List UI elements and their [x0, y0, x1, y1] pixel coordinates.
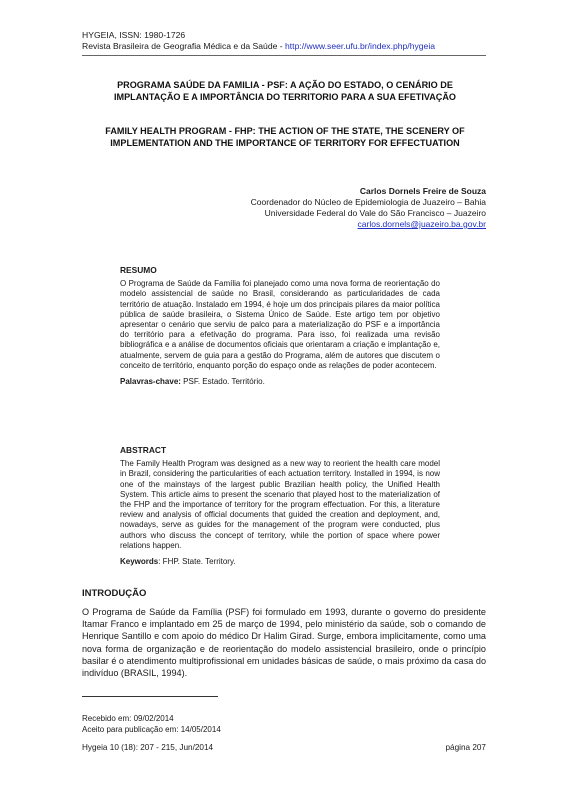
intro-paragraph: O Programa de Saúde da Família (PSF) foi formulado em 1993, durante o governo do presidente Itamar Franco e implantado em 25 de março de 1994, pelo ministério da saúde, sob o comando de Henrique Santillo e com apoio do médico Dr Halim Girad. Surge, embora implicitamente, como uma nova forma de organização e de reorientação do modelo assistencial brasileiro, onde o princípio basilar é o atendimento multiprofissional em unidades básicas de saúde, o mais próximo da casa do indivíduo (BRASIL, 1994). — [82, 607, 486, 679]
abstract-keywords — [120, 557, 440, 567]
journal-url-link[interactable]: http://www.seer.ufu.br/index.php/hygeia — [285, 41, 436, 51]
page-footer — [82, 743, 486, 752]
title-english: FAMILY HEALTH PROGRAM - FHP: THE ACTION OF THE STATE, THE SCENERY OF IMPLEMENTATION AND THE IMPORTANCE OF TERRITORY FOR EFFECTUATION — [105, 126, 465, 148]
page-number: página 207 — [445, 743, 486, 752]
author-role: Coordenador do Núcleo de Epidemiologia de Juazeiro – Bahia — [250, 197, 486, 207]
resumo-keywords-values: PSF. Estado. Território. — [180, 377, 265, 387]
resumo-heading: RESUMO — [120, 265, 157, 275]
resumo-keywords — [120, 377, 440, 387]
journal-subtitle-line — [82, 41, 435, 52]
resumo-keywords-label: Palavras-chave: — [120, 377, 181, 387]
journal-header — [82, 30, 435, 52]
author-block — [251, 186, 486, 230]
resumo-body: O Programa de Saúde da Família foi planejado como uma nova forma de reorientação do modelo assistencial de saúde no Brasil, considerando as particularidades de cada território de atuação. Instalado em 1994, é hoje um dos principais pilares da maior política pública de saúde brasileira, o Sistema Único de Saúde. Este artigo tem por objetivo apresentar o cenário que serviu de palco para a materialização do PSF e a importância do território para a efetivação do programa. Para isso, foi realizada uma revisão bibliográfica e a análise de documentos oficiais que orientaram a criação e implantação e, atualmente, servem de guia para a gestão do Programa, além de autores que discutem o conceito de território, enquanto porção do espaço onde as relações de poder acontecem. — [120, 279, 440, 370]
resumo-section — [120, 265, 440, 387]
accepted-date: Aceito para publicação em: 14/05/2014 — [82, 725, 221, 734]
title-portuguese: PROGRAMA SAÚDE DA FAMILIA - PSF: A AÇÃO DO ESTADO, O CENÁRIO DE IMPLANTAÇÃO E A IMPORTÂNCIA DO TERRITORIO PARA A SUA EFETIVAÇÃO — [113, 80, 457, 102]
received-date: Recebido em: 09/02/2014 — [82, 714, 174, 723]
abstract-body: The Family Health Program was designed as a new way to reorient the health care model in Brazil, considering the particularities of each actuation territory. Installed in 1994, is now one of the mainstays of the largest public Brazilian health policy, the Unified Health System. This article aims to present the scenario that played host to the materialization of the FHP and the importance of territory for the program effectuation. For this, a literature review and analysis of official documents that guided the creation and deployment, and, nowadays, serve as guides for the management of the program were conducted, plus authors who discuss the concept of territory, while the portion of space where power relations happen. — [120, 459, 440, 550]
author-affiliation: Universidade Federal do Vale do São Francisco – Juazeiro — [264, 208, 486, 218]
author-name: Carlos Dornels Freire de Souza — [359, 186, 486, 196]
intro-heading: INTRODUÇÃO — [82, 588, 147, 599]
author-email-link[interactable]: carlos.dornels@juazeiro.ba.gov.br — [357, 219, 486, 229]
footnote-divider — [82, 696, 218, 697]
abstract-keywords-values: : FHP. State. Territory. — [158, 557, 236, 567]
footer-citation: Hygeia 10 (18): 207 - 215, Jun/2014 — [82, 743, 214, 752]
journal-name: HYGEIA, ISSN: 1980-1726 — [82, 30, 186, 40]
header-divider — [82, 55, 486, 56]
abstract-section — [120, 445, 440, 567]
journal-subtitle: Revista Brasileira de Geografia Médica e da Saúde - — [82, 41, 286, 51]
abstract-keywords-label: Keywords — [120, 557, 159, 567]
footnote — [82, 713, 221, 735]
abstract-heading: ABSTRACT — [120, 445, 167, 455]
